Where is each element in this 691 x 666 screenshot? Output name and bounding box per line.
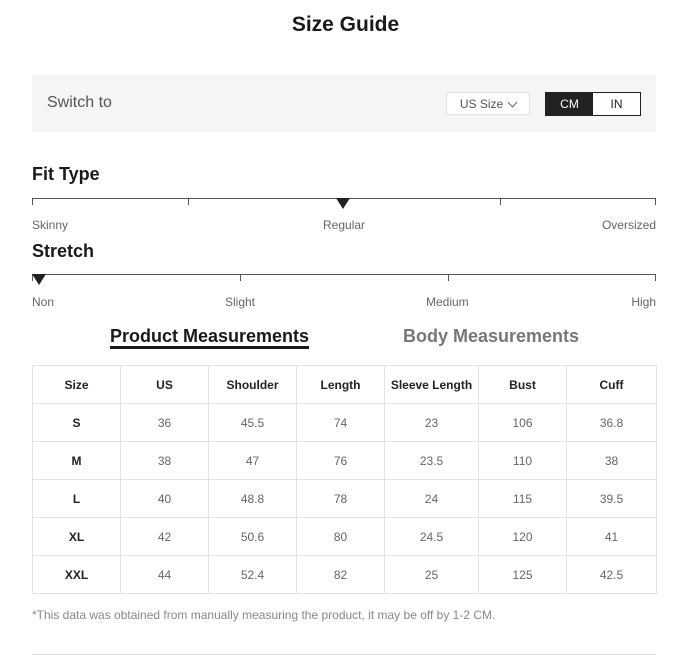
fit-type-title: Fit Type [32, 164, 100, 184]
table-header-row [33, 366, 657, 404]
unit-in-button[interactable]: IN [610, 97, 623, 111]
chevron-down-icon [508, 97, 518, 107]
fit-type-labels [32, 218, 656, 234]
header-length: Length [297, 366, 385, 404]
table-cell: 82 [297, 556, 385, 594]
table-cell: 47 [209, 442, 297, 480]
table-cell: 115 [479, 480, 567, 518]
table-cell: 24.5 [385, 518, 479, 556]
table-cell: 44 [121, 556, 209, 594]
size-system-dropdown[interactable] [446, 92, 530, 115]
stretch-label-high: High [631, 295, 656, 309]
table-cell: 48.8 [209, 480, 297, 518]
table-cell: 76 [297, 442, 385, 480]
unit-toggle [545, 92, 641, 116]
table-cell: 41 [567, 518, 657, 556]
stretch-scale [32, 274, 656, 284]
table-cell: 110 [479, 442, 567, 480]
footnote: *This data was obtained from manually measuring the product, it may be off by 1-2 CM. [32, 608, 496, 622]
table-cell: 38 [121, 442, 209, 480]
table-cell: 42.5 [567, 556, 657, 594]
table-cell: 24 [385, 480, 479, 518]
unit-cm-button[interactable]: CM [546, 93, 593, 115]
table-cell: 74 [297, 404, 385, 442]
header-cuff: Cuff [567, 366, 657, 404]
stretch-label-medium: Medium [426, 295, 469, 309]
table-row [33, 404, 657, 442]
table-cell: 120 [479, 518, 567, 556]
page-title: Size Guide [291, 13, 400, 36]
table-row [33, 480, 657, 518]
table-cell: 40 [121, 480, 209, 518]
stretch-title: Stretch [32, 241, 95, 261]
table-cell: 106 [479, 404, 567, 442]
fit-type-scale [32, 198, 656, 208]
size-system-value: US Size [459, 96, 504, 111]
table-cell: 45.5 [209, 404, 297, 442]
fit-label-oversized: Oversized [601, 218, 656, 232]
header-us: US [121, 366, 209, 404]
fit-type-marker [336, 198, 350, 209]
table-cell: S [33, 404, 121, 442]
stretch-labels [32, 295, 656, 311]
table-cell: 36 [121, 404, 209, 442]
header-bust: Bust [479, 366, 567, 404]
unit-switch-bar [32, 75, 656, 132]
table-cell: 78 [297, 480, 385, 518]
table-cell: 38 [567, 442, 657, 480]
table-row [33, 518, 657, 556]
header-sleeve-length: Sleeve Length [385, 366, 479, 404]
table-cell: 42 [121, 518, 209, 556]
table-cell: 125 [479, 556, 567, 594]
stretch-label-slight: Slight [225, 295, 256, 309]
table-cell: L [33, 480, 121, 518]
table-cell: 52.4 [209, 556, 297, 594]
fit-label-regular: Regular [323, 218, 366, 232]
table-cell: 25 [385, 556, 479, 594]
header-size: Size [33, 366, 121, 404]
table-cell: XXL [33, 556, 121, 594]
header-shoulder: Shoulder [209, 366, 297, 404]
switch-label: Switch to [47, 94, 112, 111]
measurements-table [32, 365, 657, 594]
table-cell: XL [33, 518, 121, 556]
stretch-label-non: Non [32, 295, 55, 309]
divider [32, 654, 656, 655]
measurement-tabs [0, 326, 691, 356]
table-cell: 39.5 [567, 480, 657, 518]
stretch-marker [32, 274, 46, 285]
table-cell: 50.6 [209, 518, 297, 556]
table-row [33, 442, 657, 480]
table-cell: 36.8 [567, 404, 657, 442]
table-cell: 23 [385, 404, 479, 442]
fit-label-skinny: Skinny [32, 218, 69, 232]
table-cell: M [33, 442, 121, 480]
table-cell: 80 [297, 518, 385, 556]
tab-body-measurements[interactable]: Body Measurements [403, 326, 580, 346]
table-row [33, 556, 657, 594]
table-cell: 23.5 [385, 442, 479, 480]
tab-product-measurements[interactable]: Product Measurements [110, 326, 310, 346]
